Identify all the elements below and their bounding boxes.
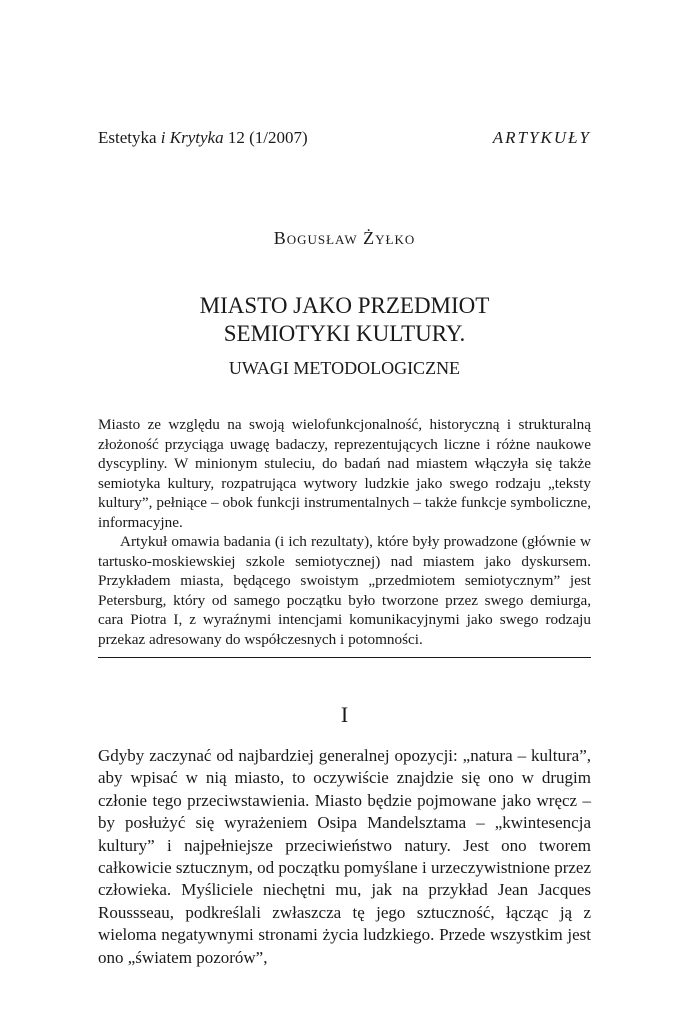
article-title: [0, 292, 689, 382]
journal-issue: 12 (1/2007): [223, 128, 308, 147]
abstract-paragraph-1: Miasto ze względu na swoją wielofunkcjonalność, historyczną i strukturalną złożoność przyciąga uwagę badaczy, reprezentujących liczne i różne naukowe dyscypliny. W minionym stuleciu, do badań nad miastem włączyła się także semiotyka kultury, rozpatrująca wytwory ludzkie jako swego rodzaju „teksty kultury”, pełniące – obok funkcji instrumentalnych – także funkcje symboliczne, informacyjne.: [98, 416, 591, 531]
body-paragraph: Gdyby zaczynać od najbardziej generalnej opozycji: „natura – kultura”, aby wpisać w nią miasto, to oczywiście znajdzie się ono w drugim członie tego przeciwstawienia. Miasto będzie pojmowane jako wręcz – by posłużyć się wyrażeniem Osipa Mandelsztama – „kwintesencja kultury” i najpełniejsze przeciwieństwo natury. Jest ono tworem całkowicie sztucznym, od początku pomyślane i urzeczywistnione przez człowieka. Myśliciele niechętni mu, jak na przykład Jean Jacques Roussseau, podkreślali zwłaszcza tę jego sztuczność, łącząc ją z wieloma negatywnymi stronami życia ludzkiego. Przede wszystkim jest ono „światem pozorów”,: [98, 746, 591, 967]
title-line-2: SEMIOTYKI KULTURY.: [223, 321, 466, 346]
journal-name-part: Estetyka: [98, 128, 161, 147]
section-number: I: [340, 702, 349, 727]
section-divider: [98, 657, 591, 658]
section-label: ARTYKUŁY: [492, 128, 591, 147]
article-subtitle: UWAGI METODOLOGICZNE: [228, 358, 461, 378]
journal-name-italic: i Krytyka: [160, 128, 224, 147]
journal-citation: [98, 128, 308, 148]
abstract-paragraph-2: Artykuł omawia badania (i ich rezultaty), które były prowadzone (głównie w tartusko-moskiewskiej szkole semiotycznej) nad miastem jako dyskursem. Przykładem miasta, będącego swoistym „przedmiotem semiotycznym” jest Petersburg, który od samego początku było tworzone przez swego demiurga, cara Piotra I, z wyraźnymi intencjami komunikacyjnymi jako swego rodzaju przekaz adresowany do współczesnych i potomności.: [98, 533, 591, 648]
title-line-1: MIASTO JAKO PRZEDMIOT: [199, 293, 490, 318]
abstract: [98, 415, 591, 649]
running-header: [98, 128, 591, 148]
author-name: Bogusław Żyłko: [273, 228, 416, 248]
